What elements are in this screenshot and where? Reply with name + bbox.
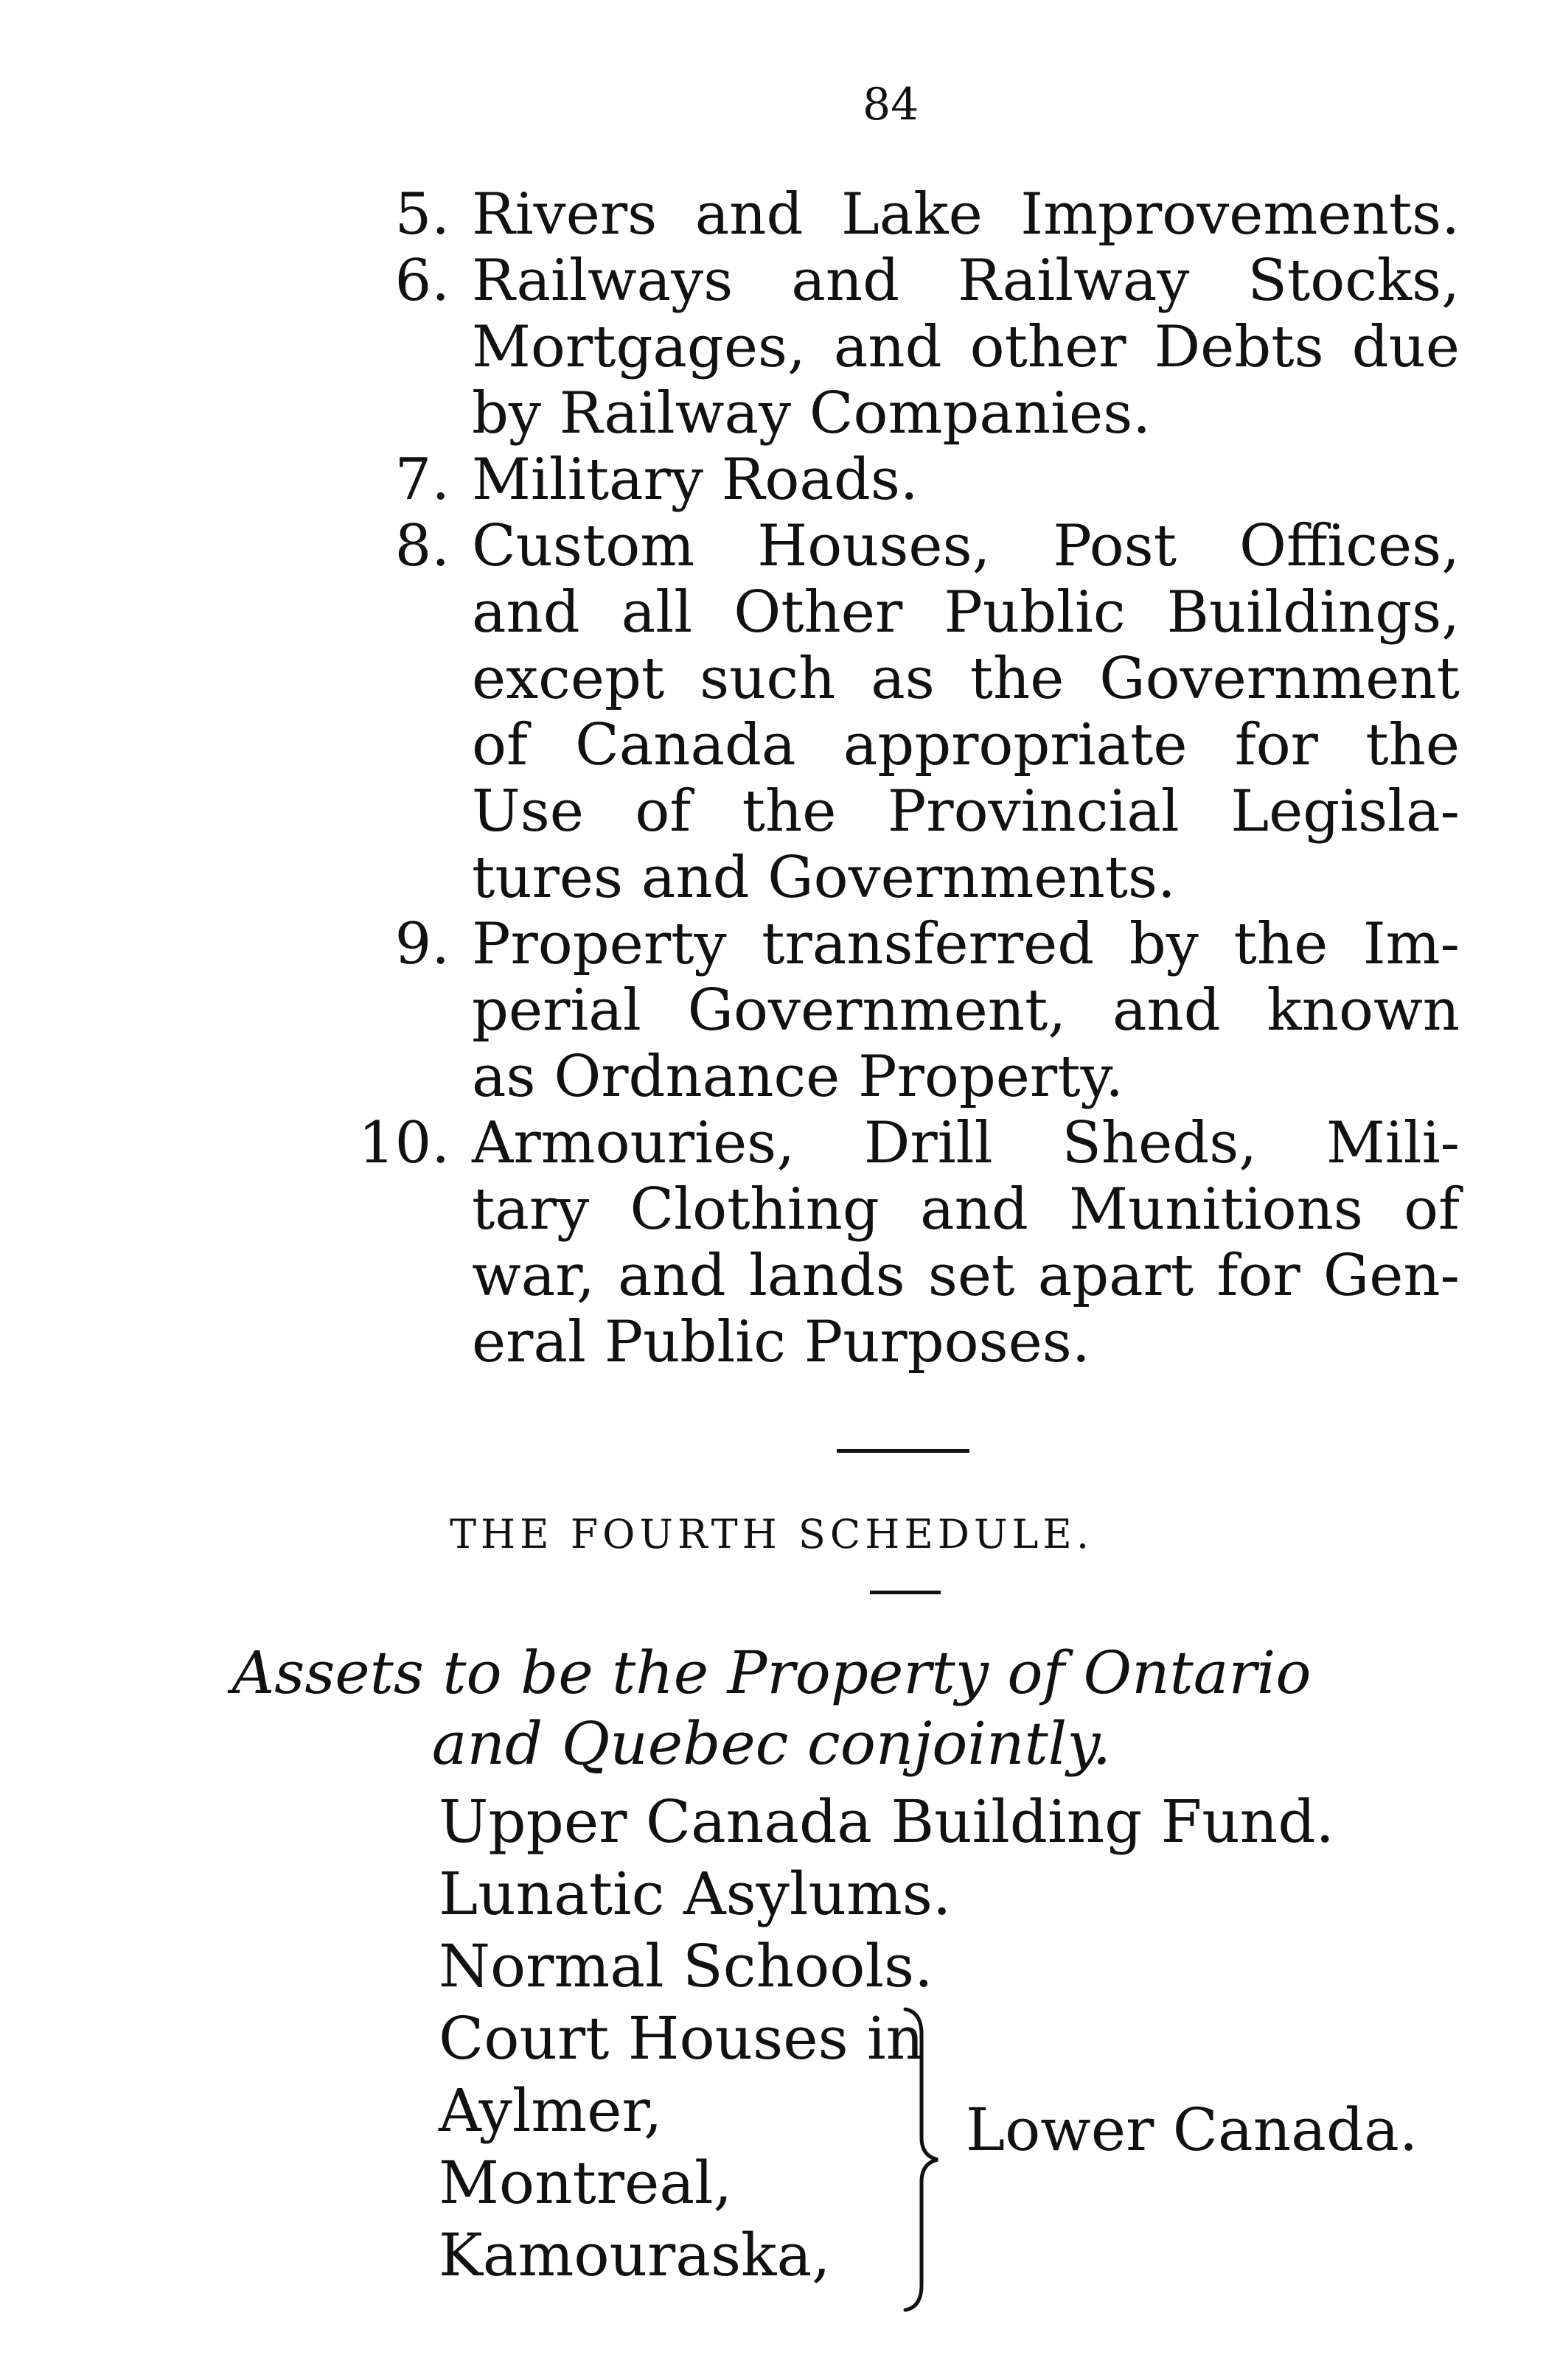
item-line: by Railway Companies. <box>472 380 1152 447</box>
section-rule-top <box>837 1449 969 1453</box>
schedule-heading-line: Assets to be the Property of Ontario <box>231 1639 1312 1707</box>
item-line: and all Other Public Buildings, <box>472 579 1460 646</box>
list-item-5 <box>394 181 1460 252</box>
item-line: Custom Houses, Post Offices, <box>472 513 1460 579</box>
list-item-7 <box>394 447 1460 517</box>
list-item-8 <box>394 513 1460 915</box>
bracket-label: Lower Canada. <box>966 2095 1418 2164</box>
asset-item: Normal Schools. <box>439 1932 933 2000</box>
item-line: as Ordnance Property. <box>472 1044 1124 1110</box>
asset-item: Kamouraska, <box>439 2221 831 2289</box>
item-line: Mortgages, and other Debts due <box>472 314 1460 380</box>
item-line: Use of the Provincial Legisla- <box>472 778 1460 845</box>
right-brace-icon <box>899 2005 944 2314</box>
asset-item: Aylmer, <box>439 2076 663 2145</box>
page-number: 84 <box>863 79 919 130</box>
item-line: tary Clothing and Munitions of <box>472 1176 1460 1243</box>
item-line: eral Public Purposes. <box>472 1309 1090 1375</box>
item-line: war, and lands set apart for Gen- <box>472 1243 1460 1309</box>
asset-item: Court Houses in <box>439 2004 924 2073</box>
schedule-title: THE FOURTH SCHEDULE. <box>450 1511 1093 1557</box>
item-line: Property transferred by the Im- <box>472 911 1460 977</box>
item-line: except such as the Government <box>472 646 1460 712</box>
item-number: 5. <box>394 181 450 248</box>
item-number: 6. <box>394 248 450 314</box>
item-line: Railways and Railway Stocks, <box>472 248 1460 314</box>
item-line: perial Government, and known <box>472 977 1460 1044</box>
item-line: Armouries, Drill Sheds, Mili- <box>472 1110 1460 1176</box>
item-line: Rivers and Lake Improvements. <box>472 181 1460 248</box>
list-item-6 <box>394 248 1460 451</box>
asset-item: Montreal, <box>439 2149 733 2217</box>
item-number: 10. <box>358 1110 450 1176</box>
item-line: tures and Governments. <box>472 845 1176 911</box>
asset-item: Lunatic Asylums. <box>439 1860 952 1928</box>
list-item-9 <box>394 911 1460 1114</box>
asset-item: Upper Canada Building Fund. <box>439 1787 1334 1856</box>
item-number: 8. <box>394 513 450 579</box>
item-line: of Canada appropriate for the <box>472 712 1460 778</box>
schedule-heading-line: and Quebec conjointly. <box>431 1709 1112 1778</box>
list-item-10 <box>358 1110 1460 1380</box>
item-number: 7. <box>394 447 450 513</box>
item-line: Military Roads. <box>472 447 919 513</box>
item-number: 9. <box>394 911 450 977</box>
section-rule-bottom <box>870 1591 941 1594</box>
